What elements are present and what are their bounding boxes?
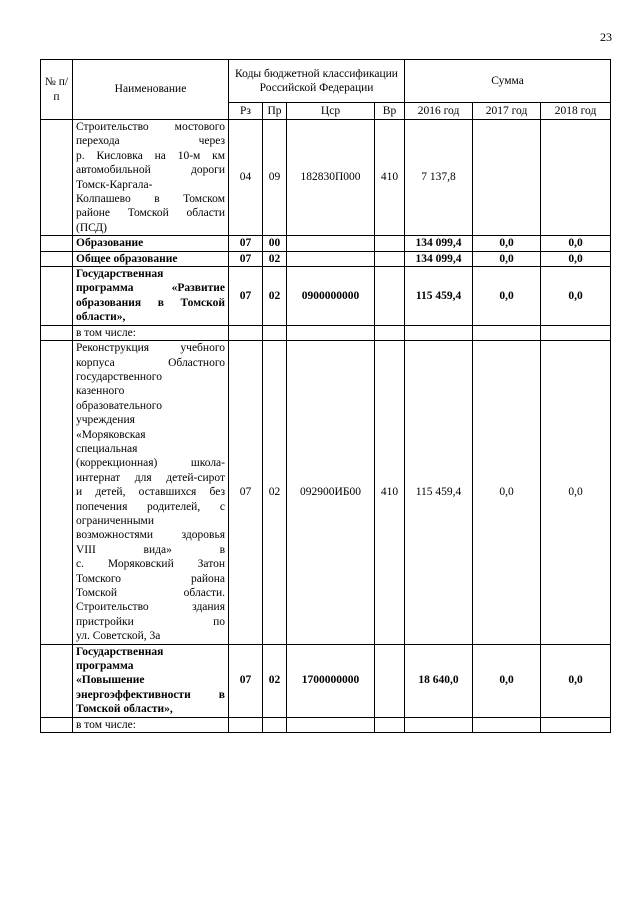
row-csr: 0900000000 [287,267,375,326]
row-name [73,341,229,645]
row-name-line: VIII вида» в [76,543,225,556]
row-y2018 [541,120,611,236]
row-name-line: государственного [76,370,162,383]
table-row [41,120,611,236]
row-y2017: 0,0 [473,341,541,645]
row-name-line: «Моряковская [76,428,146,441]
row-name-line: специальная [76,442,138,455]
row-name-line: Томск-Каргала- [76,178,153,191]
row-y2017: 0,0 [473,267,541,326]
row-rz: 07 [229,236,263,251]
row-name-line: ул. Советской, 3а [76,630,161,643]
row-y2017: 0,0 [473,251,541,266]
table-row [41,644,611,717]
row-vr: 410 [375,120,405,236]
row-name-line: Томского района [76,572,225,585]
row-name-line: Государственная [76,645,164,658]
row-num [41,251,73,266]
row-y2016: 115 459,4 [405,341,473,645]
row-y2017 [473,120,541,236]
row-pr: 02 [263,251,287,266]
row-name-line: Государственная [76,268,164,281]
row-num [41,267,73,326]
table-row [41,251,611,266]
row-rz: 04 [229,120,263,236]
row-num [41,236,73,251]
row-num [41,341,73,645]
row-name-line: и детей, оставшихся без [76,486,225,499]
row-y2018: 0,0 [541,251,611,266]
row-name-line: перехода через [76,135,225,148]
row-csr: 1700000000 [287,644,375,717]
row-y2018: 0,0 [541,267,611,326]
row-pr: 02 [263,267,287,326]
row-name-line: р. Кисловка на 10-м км [76,149,225,162]
row-rz: 07 [229,644,263,717]
row-vr [375,236,405,251]
row-y2017: 0,0 [473,236,541,251]
row-name [73,120,229,236]
row-rz: 07 [229,267,263,326]
header-rz: Рз [229,103,263,120]
row-y2016: 7 137,8 [405,120,473,236]
row-name-line: программа [76,660,134,673]
table-row [41,236,611,251]
row-num [41,717,73,732]
row-csr: 092900ИБ00 [287,341,375,645]
row-name-line: образования в Томской [76,296,225,309]
row-name-line: Строительство здания [76,601,225,614]
row-name-line: районе Томской области [76,207,225,220]
table-row [41,341,611,645]
row-csr [287,251,375,266]
row-name-line: попечения родителей, с [76,500,225,513]
row-name [73,267,229,326]
budget-table [40,59,611,733]
row-csr: 182830П000 [287,120,375,236]
row-y2018: 0,0 [541,341,611,645]
row-name-line: интернат для детей-сирот [76,471,225,484]
row-vr [375,251,405,266]
row-name-line: «Повышение [76,674,145,687]
row-rz: 07 [229,341,263,645]
row-rz: 07 [229,251,263,266]
row-name-line: возможностями здоровья [76,529,225,542]
row-pr: 00 [263,236,287,251]
row-name-line: Реконструкция учебного [76,342,225,355]
row-name-line: Томской области», [76,703,173,716]
header-y2018: 2018 год [541,103,611,120]
row-y2016: 134 099,4 [405,236,473,251]
header-y2017: 2017 год [473,103,541,120]
table-row [41,717,611,732]
row-name-line: образовательного [76,399,162,412]
row-vr [375,644,405,717]
header-y2016: 2016 год [405,103,473,120]
row-y2018: 0,0 [541,236,611,251]
header-codes-group: Коды бюджетной классификации Российской Федерации [229,60,405,103]
header-name: Наименование [73,60,229,120]
row-name-line: области», [76,311,126,324]
row-name-line: Томской области. [76,587,225,599]
row-name-line: пристройки по [76,615,225,628]
row-y2016: 134 099,4 [405,251,473,266]
row-num [41,120,73,236]
row-name-line: учреждения [76,414,135,427]
row-name [73,644,229,717]
row-name: в том числе: [73,325,229,340]
row-name-line: казенного [76,385,125,398]
table-row [41,325,611,340]
row-y2017: 0,0 [473,644,541,717]
header-csr: Цср [287,103,375,120]
row-name-line: Колпашево в Томском [76,193,225,206]
row-y2018: 0,0 [541,644,611,717]
header-row-1 [41,60,611,103]
row-pr: 02 [263,341,287,645]
row-y2016: 115 459,4 [405,267,473,326]
row-num [41,325,73,340]
row-name-line: (коррекционная) школа- [76,457,225,470]
row-name-line: Строительство мостового [76,121,225,133]
row-name-line: корпуса Областного [76,356,225,369]
row-name-line: (ПСД) [76,221,107,234]
row-name-line: автомобильной дороги [76,164,225,177]
row-name-line: энергоэффективности в [76,688,225,701]
page-number: 23 [600,30,612,44]
header-pr: Пр [263,103,287,120]
row-pr: 02 [263,644,287,717]
row-vr [375,267,405,326]
row-num [41,644,73,717]
row-name: Общее образование [73,251,229,266]
row-name: Образование [73,236,229,251]
row-name-line: программа «Развитие [76,282,225,295]
header-vr: Вр [375,103,405,120]
row-name: в том числе: [73,717,229,732]
header-num: № п/п [41,60,73,120]
row-y2016: 18 640,0 [405,644,473,717]
row-name-line: ограниченными [76,514,154,527]
row-name-line: с. Моряковский Затон [76,558,225,571]
row-pr: 09 [263,120,287,236]
row-csr [287,236,375,251]
table-row [41,267,611,326]
header-sum-group: Сумма [405,60,611,103]
row-vr: 410 [375,341,405,645]
